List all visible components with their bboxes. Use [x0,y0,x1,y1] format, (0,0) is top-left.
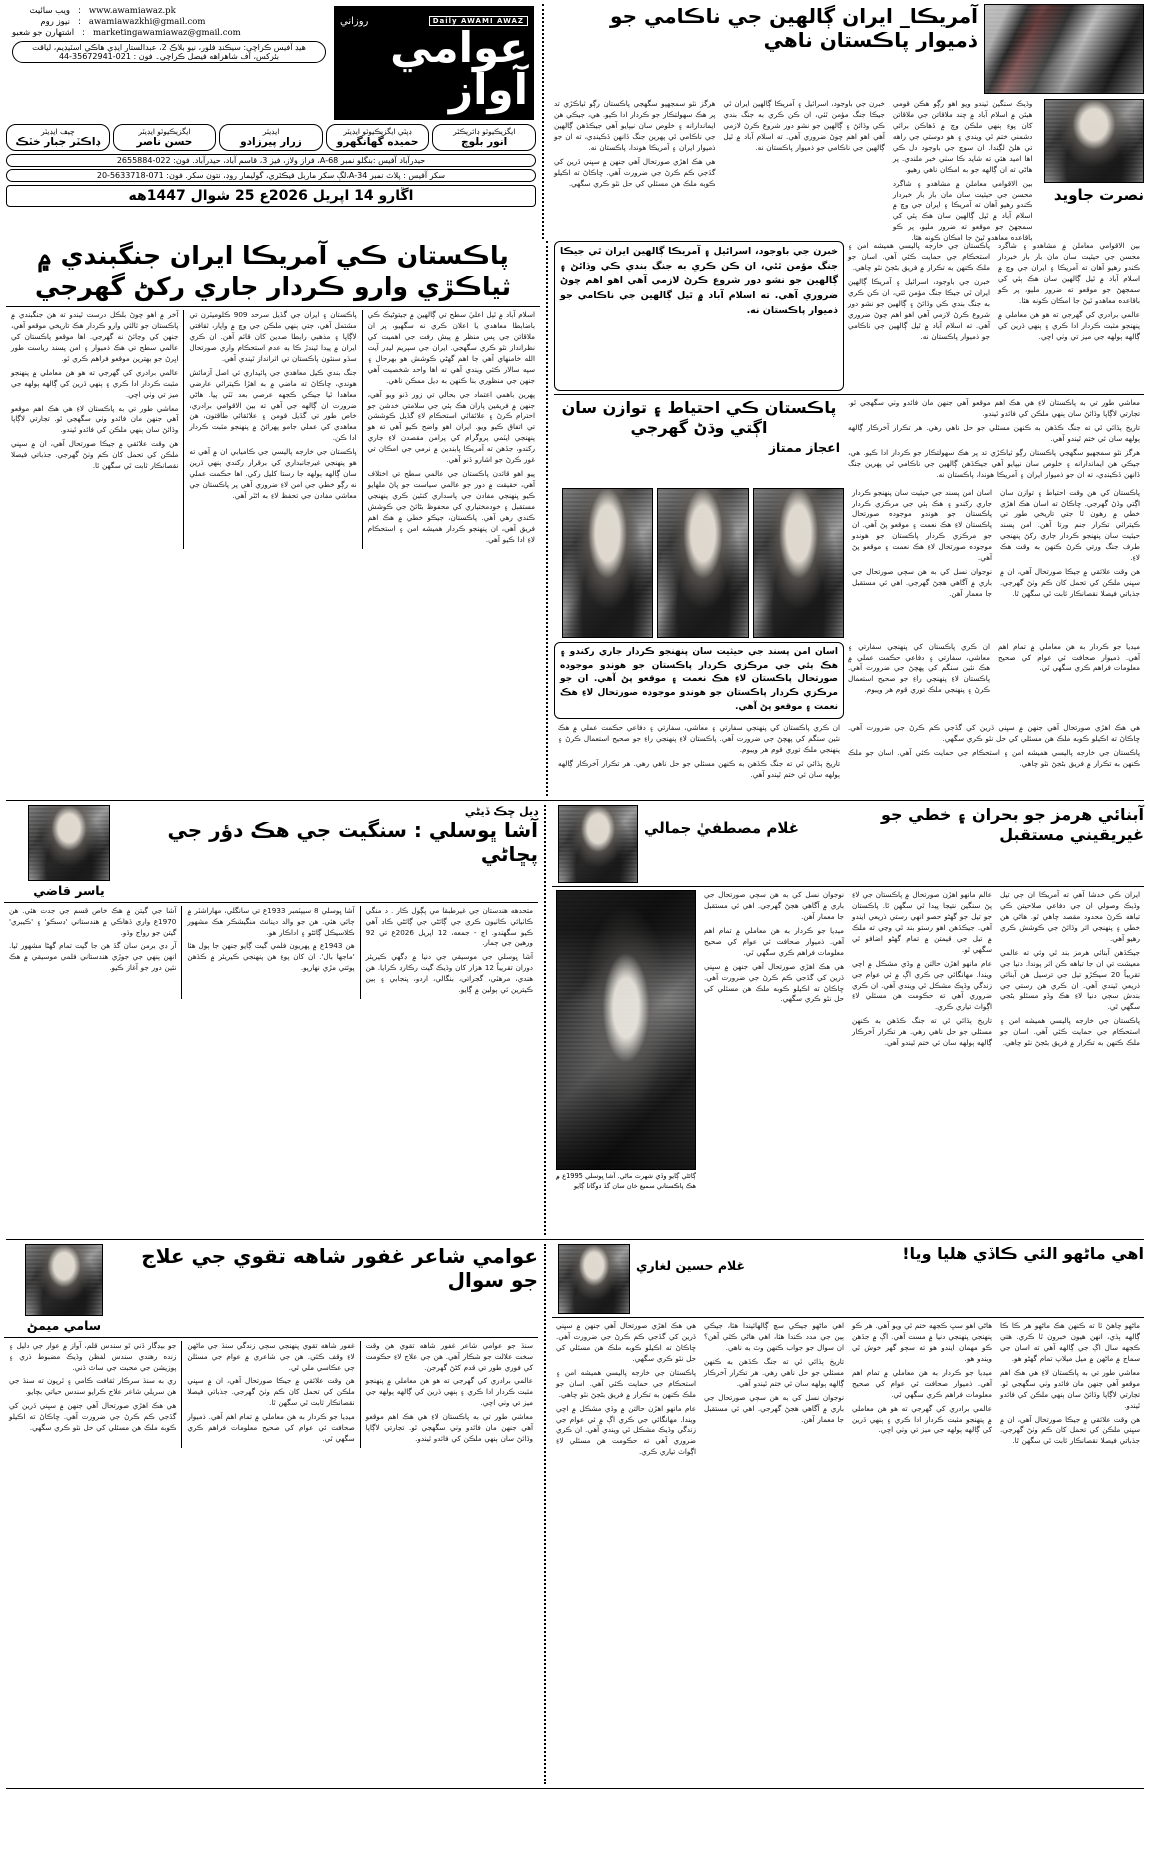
hormuz-headline: آبنائي هرمز جو بحران ۽ خطي جو غيريقيني مستقبل [881,805,1144,844]
hormuz-col-1: ايران ڪي خدشا آهي ته آمريڪا ان جي تيل وڌيڪ وصولي ان جي دفاعي صلاحيتن ڪي تباهه ڪرڻ محدود مقصد چاهي ٿو. هاڻي هن خطي ۽ پنهنجي اثر وڌائڻ جي ڪوشش ڪري رهيو آهي. جيڪڏهن آبنائي هرمز بند ٿي وئي ته عالمي معيشت تي ان جا تباهه ڪن اثر پوندا. دنيا جي تقريباً 20 سيڪڙو تيل جي ترسيل هن آبنائي ذريعي ٿيندي آهي. ان ڪري هن رستي جي بندش سڄي دنيا لاءِ هڪ وڏو مسئلو بڻجي سگهي ٿي. پاڪستان جي خارجه پاليسي هميشه امن ۽ استحڪام جي حمايت ڪئي آهي. اسان جو ملڪ ڪنهن به تڪرار ۾ فريق بڻجڻ نٿو چاهي. [1000,890,1140,1048]
top-left-photo [984,4,1144,94]
top-left-col-2: خبرن جي باوجود، اسرائيل ۽ آمريڪا ڳالهين ايران ٿي جيڪا جنگ مؤمن ٿئي، ان ڪن ڪري به جنگ بندي ڪي وڌائڻ ۽ ڳالهين جو نشو دور شروع ڪرڻ لازمي آهي اهو اهم چوڻ ضروري آهي. ته اسلام آباد ۾ ٿيل ڳالهين جي ناڪامي جو ذميوار پاڪستان نه. [723,99,885,152]
contact-website-label: ويب سائيٽ [29,6,70,16]
bottom-right-group [4,1244,544,1784]
lead-col-3: آخر ۾ اهو چوڻ بلڪل درست ٿيندو ته هن جنگبندي ۾ پاڪستان جو ثالثي وارو ڪردار هڪ تاريخي موقعو آهي، جنهن کي وڃائڻ نه گهرجي. اها موقعو پاڪستان کي عالمي سطح تي هڪ ذميوار ۽ امن پسند رياست طور اڀرڻ جو بهترين موقعو فراهم ڪري ٿو. عالمي برادري کي گهرجي ته هو هن معاملي ۾ پنهنجو مثبت ڪردار ادا ڪري ۽ ٻنهي ڌرين کي ڳالهه ٻولهه جي ميز تي وٺي اچي. معاشي طور تي به پاڪستان لاءِ هي هڪ اهم موقعو آهي جنهن مان فائدو وٺي سگهجي ٿو. تجارتي لاڳاپا وڌائڻ سان ٻنهي ملڪن کي فائدو ٿيندو. هن وقت علائقي ۾ جيڪا صورتحال آهي، ان ۾ سڀني ملڪن کي تحمل کان ڪم وٺڻ گهرجي. جذباتي فيصلا نقصانڪار ثابت ٿي سگهن ٿا. [11,310,179,471]
left-col-c2: اسان امن پسند جي حيثيت سان پنهنجو ڪردار جاري رکندو ۽ هڪ ٻئي جي مرڪزي ڪردار پاڪستان جو هوندو موجوده صورتحال پاڪستان لاءِ هڪ نعمت ۽ موقعو پڻ آهي. ان جو مرڪزي ڪردار پاڪستان جو هوندو موجوده صورتحال لاءِ هڪ نعمت ۽ موقعو پڻ آهي. نوجوان نسل کي به هن سڄي صورتحال جي باري ۾ آگاهي هجڻ گهرجي. اهي ئي مستقبل جا معمار آهن. [852,487,992,598]
top-left-headline: آمريڪا_ ايران ڳالهين جي ناڪامي جو ذميوار پاڪستان ناهي [610,4,978,53]
editor-chief: چيف ايڊيٽر ڊاڪٽر جبار خٽڪ [6,124,110,151]
left-col-b1: معاشي طور تي به پاڪستان لاءِ هي هڪ اهم موقعو آهي جنهن مان فائدو وٺي سگهجي ٿو. تجارتي لاڳاپا وڌائڻ سان ٻنهي ملڪن کي فائدو ٿيندو. تاريخ ٻڌائي ٿي ته جنگ ڪڏهن به ڪنهن مسئلي جو حل ناهي رهي. هر تڪرار آخرڪار ڳالهه ٻولهه سان ئي ختم ٿيندو آهي. هرگز نٿو سمجهيو سگهجي پاڪستان رڳو ثياڪڙي تد پر هڪ سهولتڪار جو ڪردار ادا ڪيو. هي، جيڪي هن ايماندارانه ۽ خلوص سان نيپايو آهي جيڪڏهن ڳالهين جي ناڪامي ٿي پهرين جنگ ڏانهن ڏڪينڊي، ته ان جو ذميوار ايران ۽ آمريڪا هوندا، پاڪستان نه. [848,398,1140,479]
left-col-e1: هي هڪ اهڙي صورتحال آهي جنهن ۾ سڀني ڌرين کي گڏجي ڪم ڪرڻ جي ضرورت آهي. ڇاڪاڻ ته اڪيلو ڪوبه ملڪ هن مسئلي کي حل نٿو ڪري سگهي. پاڪستان جي خارجه پاليسي هميشه امن ۽ استحڪام جي حمايت ڪئي آهي. اسان جو ملڪ ڪنهن به تڪرار ۾ فريق بڻجڻ نٿو چاهي. [848,723,1140,769]
bottom-left-author-wrap [554,1244,844,1314]
leader-photo-1 [753,488,844,638]
mid-left-headline-wrap [554,398,844,484]
entertainment-headline: آشا ڀوسلي : سنگيت جي هڪ دؤر جي پڇاڻي [167,818,538,867]
bottom-right-col-3: جو بيڊگار ڏني ٿو سندس قلم، آواز ۾ عوار جي دليل ۽ زنده رهندي سندس لفظن وڏيڪ مضبوط ذري ۽ پوزيشن جي محبت جي ساٿ ڏني. ري به سنڌ سرڪار ثقافت ڪامي ۽ ٿرپون ته سنڌ جي هن سريلي شاعر علاج ڪرايو سندس حياتي بچايو. هي هڪ اهڙي صورتحال آهي جنهن ۾ سڀني ڌرين کي گڏجي ڪم ڪرڻ جي ضرورت آهي. ڇاڪاڻ ته اڪيلو ڪوبه ملڪ هن مسئلي کي حل نٿو ڪري سگهي. [9,1340,177,1433]
hormuz-col-2: عالم مانهو اهڙن صورتحال ۾ پاڪستان جي لاءِ پڻ سنگين نتيجا پيدا ٿي سگهن ٿا. پاڪستان جو تيل جو گهڻو حصو انهي رستي ذريعي ايندو آهي. جيڪڏهن اهو رستو بند ٿي وڃي ته ملڪ ۾ تيل جي قيمتن ۾ تمام گهڻو اضافو ٿي سگهي ٿو. عام مانهو اهڙن حالتن ۾ وڏي مشڪل ۾ اچي ويندا. مهانگائي جي ڪري اڳ ۾ ئي عوام جي زندگي وڏيڪ مشڪل ٿي ويندي آهي. ان ڪري ضروري آهي ته حڪومت هن مسئلي لاءِ اڳواٽ تياري ڪري. تاريخ ٻڌائي ٿي ته جنگ ڪڏهن به ڪنهن مسئلي جو حل ناهي رهي. هر تڪرار آخرڪار ڳالهه ٻولهه سان ئي ختم ٿيندو آهي. [852,890,992,1048]
left-upper-group [548,241,1144,796]
bottom-right-headline: عوامي شاعر غفور شاهه تقوي جي علاج جو سوال [141,1244,538,1293]
entertainment-article [4,805,544,1235]
contact-marketing-value: marketingawamiawaz@gmail.com [93,28,241,38]
author-photo-laghari [558,1244,630,1314]
mid-left-headline: پاڪستان ڪي احتياط ۽ توازن سان اڳتي وڌڻ گهرجي [561,398,837,437]
author-photo-qazi [28,805,110,881]
logo[interactable] [334,6,534,120]
bottom-left-headline: اهي ماڻهو الئي ڪاڏي هليا ويا! [902,1244,1144,1263]
column-divider-3 [544,805,546,1235]
pullquote-box [554,241,844,391]
lead-story [6,241,546,796]
top-left-article [544,4,1144,243]
editor-editor: ايڊيٽر زرار پيرزادو [219,124,323,151]
contact-website-value: www.awamiawaz.pk [88,6,176,16]
top-left-author: نصرت جاويد [1053,186,1144,204]
hormuz-author-wrap [554,805,844,883]
column-divider-4 [544,1244,546,1784]
column-divider-2 [546,241,548,796]
bottom-left-group [546,1244,1144,1784]
office-karachi: هيڊ آفيس ڪراچي: سيڪنڊ فلور، نيو بلاڪ 2، عبدالستار ايڊي هاڪي اسٽيڊيم، لياقت بئركس، آف شاهراهه فيصل ڪراچي۔ فون : 021-35672941-44 [12,41,326,63]
left-col-a2: پاڪستان جي خارجه پاليسي هميشه امن ۽ استحڪام جي حمايت ڪئي آهي. اسان جو ملڪ ڪنهن به تڪرار ۾ فريق بڻجڻ نٿو چاهي. خبرن جي باوجود، اسرائيل ۽ آمريڪا ڳالهين ايران ٿي جيڪا جنگ مؤمن ٿئي، ان ڪن ڪري به جنگ بندي ڪي وڌائڻ ۽ ڳالهين جو نشو دور شروع ڪرڻ لازمي آهي اهو اهم چوڻ ضروري آهي. ته اسلام آباد ۾ ٿيل ڳالهين جي ناڪامي جو ذميوار پاڪستان نه. [848,241,990,341]
lead-headline-line1: پاڪستان ڪي آمريڪا ايران جنگبندي ۾ [37,241,509,270]
mid-left-pullquote-box [554,642,844,720]
logo-badge: Daily AWAMI AWAZ [429,16,528,26]
masthead [6,4,542,239]
contact-marketing-label: اشتهارن جو شعبو [12,28,75,38]
left-col-e2: ان ڪري پاڪستان کي پنهنجي سفارتي ۽ معاشي، سفارتي ۽ دفاعي حڪمت عملي ۾ هڪ نئين سنگم کي پهچڻ جي ضرورت آهي. پاڪستان لاءِ پنهنجي راءِ جو صحيح استعمال ڪرڻ ۽ پنهنجي ملڪ توري قوم هر ويبوم. تاريخ ٻڌائي ٿي ته جنگ ڪڏهن به ڪنهن مسئلي جو حل ناهي رهي. هر تڪرار آخرڪار ڳالهه ٻولهه سان ئي ختم ٿيندو آهي. [558,723,840,779]
editor-executive: ايگزيڪيوٽو ايڊيٽر حسن ناصر [113,124,217,151]
author-photo-jamali [558,805,638,883]
left-col-d2: ان ڪري پاڪستان کي پنهنجي سفارتي ۽ معاشي، سفارتي ۽ دفاعي حڪمت عملي ۾ هڪ نئين سنگم کي پهچڻ جي ضرورت آهي. پاڪستان لاءِ پنهنجي راءِ جو صحيح استعمال ڪرڻ ۽ پنهنجي ملڪ توري قوم هر ويبوم. [848,641,990,695]
bottom-left-col-3: اهي ماڻهو جيڪي سچ ڳالهائيندا هئا، جيڪي ٻين جي مدد ڪندا هئا، اهي هاڻي ڪٿي آهن؟ ان سوال جو جواب ڪنهن وٽ به ناهي. تاريخ ٻڌائي ٿي ته جنگ ڪڏهن به ڪنهن مسئلي جو حل ناهي رهي. هر تڪرار آخرڪار ڳالهه ٻولهه سان ئي ختم ٿيندو آهي. نوجوان نسل کي به هن سڄي صورتحال جي باري ۾ آگاهي هجڻ گهرجي. اهي ئي مستقبل جا معمار آهن. [704,1321,844,1424]
editor-executive-director: ايگزيڪيوٽو ڊائريڪٽر انور بلوچ [432,124,536,151]
top-left-col-3: هرگز نٿو سمجهيو سگهجي پاڪستان رڳو ثياڪڙي تد پر هڪ سهولتڪار جو ڪردار ادا ڪيو. هي، جيڪي هن ايماندارانه ۽ خلوص سان نيپايو آهي جيڪڏهن ڳالهين جي ناڪامي ٿي پهرين جنگ ڏانهن ڏڪينڊي، ته ان جو ذميوار ايران ۽ آمريڪا هوندا، پاڪستان نه. هي هڪ اهڙي صورتحال آهي جنهن ۾ سڀني ڌرين کي گڏجي ڪم ڪرڻ جي ضرورت آهي. ڇاڪاڻ ته اڪيلو ڪوبه ملڪ هن مسئلي کي حل نٿو ڪري سگهي. [553,99,716,188]
singer-photo-caption: ڳائڻي ڳايو وڏي شهرت ماڻي. آشا ڀوسلي 1995ع ۾ هڪ پاڪستاني سميع خان سان گڏ دوگانا ڳايو [556,1172,696,1190]
entertainment-col-1: متحدهه هندستان جي غيرطبقا مي پڳول ڪار . د منگي ڪاٺيائي ڪاٺيون ڪري جي ڳائڻي جي ڳائڻي ڪاڊ آهي ڪيو سگهندو. اڄ - جمعه، 12 اپريل 2026ع تي 92 ورهين جي ڄمار. آشا ڀوسلي جي موسيقي جي دنيا ۾ ڊگهي ڪيريئر دوران تقريباً 12 هزار کان وڌيڪ گيت رڪارڊ ڪرايا. هن هندي، مرهٽي، گجراتي، بنگالي، اردو، پنجابي ۽ ٻين ڪيترين ئي ٻولين ۾ ڳايو. [365,905,533,995]
leaders-photo-group [558,488,848,638]
contact-website: www.awamiawaz.pk : ويب سائيٽ [12,6,326,16]
entertainment-col-2: آشا ڀوسلي 8 سيپٽمبر 1933ع تي سانگلي، مهاراشٽر ۾ ڄائي هئي. هن جو والد دينانٿ منگيشڪر هڪ مشهور ڪلاسيڪل ڳائڻو ۽ اداڪار هو. هن 1943ع ۾ پهريون فلمي گيت ڳايو جنهن جا ٻول هئا 'ماجها بال'. ان کان پوءِ هن پنهنجي ڪيريئر ۾ ڪڏهن پوئتي مڙي نهاريو. [187,905,355,973]
bottom-left-col-1: ماڻهو چاهڻ ٿا ته ڪنهن هڪ ماڻهو هر ڪا ڪا ڳالهه ٻڌي، انهن هيون خبرون ٿا ڪري. هتي ڪجهه سال اڳ جي ڳالهه آهي ته اسان جي سماج ۾ ماڻهن ۾ ميل ميلاپ تمام گهڻو هو. معاشي طور تي به پاڪستان لاءِ هي هڪ اهم موقعو آهي جنهن مان فائدو وٺي سگهجي ٿو. تجارتي لاڳاپا وڌائڻ سان ٻنهي ملڪن کي فائدو ٿيندو. هن وقت علائقي ۾ جيڪا صورتحال آهي، ان ۾ سڀني ملڪن کي تحمل کان ڪم وٺڻ گهرجي. جذباتي فيصلا نقصانڪار ثابت ٿي سگهن ٿا. [1000,1321,1140,1446]
editors-row [6,124,536,151]
entertainment-col-3: آشا جي گيتن ۾ هڪ خاص قسم جي جدت هئي. هن 1970ع واري ڏهاڪي ۾ هندستاني 'ڊسڪو' ۽ 'ڪيبري' گيتن جو رواج وڌو. آر ڊي برمن سان گڏ هن جا گيت تمام گهڻا مشهور ٿيا. انهن ٻنهي جي جوڙي هندستاني فلمي موسيقي ۾ هڪ نئين دور جو آغاز ڪيو. [9,905,177,973]
lead-col-1: اسلام آباد ۾ ٿيل اعليٰ سطح تي ڳالهين ۾ جيتوڻيڪ ڪي باضابطا معاهدي يا اعلان ڪري نه سگهيو، پر ان ملاقاتن جي پس منظر ۾ پيش رفت جي اهميت کي نظرانداز نٿو ڪري سگهجي. ايران جي سپريم ليڊر آيت الله خامنهاي آهي جا اهم گهڻي ڪوشش هو بهرحال ۽ سپه سالار ڪئي ويندي آهي ته اها واحد شخصيت آهي جنهن جي منظوري بنا ڪنهن به ڊيل ممڪن ناهي. پهرين باهمي اعتماد جي بحالي تي زور ڏنو ويو آهي، جنهن ۾ فريقين پاران هڪ ٻئي جي سلامتي خدشن جو احترام ڪرڻ ۽ علائقائي استحڪام لاءِ گڏيل ڪوششن تي اتفاق ڪيو ويو. ايران اهو واضح ڪيو آهي ته هو پنهنجي ايٽمي پروگرام کي پرامن مقصدن لاءِ جاري رکندو، جڏهن ته آمريڪا پابندين ۾ نرمي جي امڪان تي غور ڪرڻ جو اشارو ڏنو آهي. پيو اهو قائدن پاڪستان جي عالمي سطح تي اختلاف آهي، حقيقت ۾ دور جو عالمي سياست جو پاڻ ملهايو ڪيو پنهنجي مفادن جي پاسداري کنئين ڪري پنهنجي مستقبل ۽ خودمختياري کي محفوظ بڻائڻ جي ڪوشش ڪندي رهي آهي. پاڪستان، جيڪو خطي ۾ هڪ اهم فريق آهي، ان پنهنجو ڪردار هميشه امن ۽ استحڪام لاءِ ادا ڪيو آهي. [367,310,535,544]
contact-newsroom-label: نيوز روم [40,17,70,27]
dateline: اڱارو 14 اپريل 2026ع 25 شوال 1447هه [6,185,536,207]
lead-col-2: پاڪستان ۽ ايران جي گڏيل سرحد 909 ڪلوميٽرن تي مشتمل آهي، جتي ٻنهي ملڪن جي وچ ۾ واپار، ثقافتي لاڳاپا ۽ مذهبي رابطا صدين کان قائم آهن. ان ڪري ايران ۾ پيدا ٿيندڙ ڪا به عدم استحڪام واري صورتحال سڌو سنئون پاڪستان تي اثرانداز ٿيندي آهي. جنگ بندي ڪيل معاهدي جي پائيداري ئي اصل آزمائش هوندي، ڇاڪاڻ ته ماضي ۾ به اهڙا ڪيترائي عارضي معاهدا ٿيا جيڪي ڪجهه عرصي بعد ٽٽي پيا. هاڻي ضرورت ان ڳالهه جي آهي ته بين الاقوامي برادري، خاص طور تي گڏيل قومن ۽ علائقائي طاقتون، هن معاهدي کي عملي جامو پهرائڻ ۾ پنهنجو مثبت ڪردار ادا ڪن. پاڪستان جي خارجه پاليسي جي ڪاميابي ان ۾ آهي ته هو پنهنجي غيرجانبداري کي برقرار رکندي ٻنهي ڌرين سان ڳالهه ٻولهه جا رستا کليل رکي. اها حڪمت عملي نه رڳو خطي جي امن لاءِ ضروري آهي پر پاڪستان جي معاشي مفادن جي تحفظ لاءِ به اڻٽر آهي. [189,310,357,500]
leader-photo-2 [657,488,748,638]
leader-photo-3 [562,488,653,638]
top-left-col-1: وڌيڪ سنگين ٽيندو ويو اهو رڳو هڪن قومي هيئن ۾ اسلام آباد ۾ چند ملاقاتن جي ملاقاتن کان پوءِ ٻنهي ملڪن وچ ۾ ڏهاڪن برائي دشمني ختم ٿي ويندي ۽ هو دوستي جي راهه تي هلڻ لڳندا. ان سوچ جي باوجود دل ڪي اها اميد هئي ته شايد ڪا سٺي خبر ملندي. پر هاڻي ته ان ڳالهه جو به امڪان ناهي رهيو. بين الاقوامي معاملن ۾ مشاهدو ۽ شاگرد محسن جي حيثيت سان مان بار بار خبردار ڪندو رهيو آهان ته آمريڪا ۽ ايران جي وچ ۾ اسلام آباد ۾ ٿيل ڳالهين سان هڪ ٻئي کي سمجهڻ جو موقعو ته ضرور مليو، پر ڪو باقاعده معاهدو ٿيڻ جا امڪان ڪونه هئا. [892,99,1033,243]
left-col-c1: پاڪستان کي هن وقت احتياط ۽ توازن سان اڳتي وڌڻ گهرجي. ڇاڪاڻ ته اسان هڪ اهڙي خطي ۾ رهون ٿا جتي تاريخي طور تي ڪيترائي تڪرار جنم ورتا آهن. امن پسند حيثيت سان پنهنجو ڪردار جاري رکڻ پنهنجي طرف جنگ ورتي ڪرڻ ڪنهن به وقت هڪ لاءِ. هن وقت علائقي ۾ جيڪا صورتحال آهي، ان ۾ سڀني ملڪن کي تحمل کان ڪم وٺڻ گهرجي. جذباتي فيصلا نقصانڪار ثابت ٿي سگهن ٿا. [1000,487,1140,598]
bottom-right-col-2: غفور شاهه تقوي پنهنجي سڄي زندگي سنڌ جي ماڻهن لاءِ وقف ڪئي. هن جي شاعري ۾ عوام جي مسئلن جي عڪاسي ملي ٿي. هن وقت علائقي ۾ جيڪا صورتحال آهي، ان ۾ سڀني ملڪن کي تحمل کان ڪم وٺڻ گهرجي. جذباتي فيصلا نقصانڪار ثابت ٿي سگهن ٿا. ميڊيا جو ڪردار به هن معاملي ۾ تمام اهم آهي. ذميوار صحافت ئي عوام کي صحيح معلومات فراهم ڪري سگهي ٿي. [187,1340,355,1444]
bottom-right-author: سامي ميمڻ [26,1318,102,1333]
bottom-right-col-1: سنڌ جو عوامي شاعر غفور شاهه تقوي هن وقت سخت علالت جو شڪار آهي. هن جي علاج لاءِ حڪومت کي فوري طور تي قدم کڻڻ گهرجن. عالمي برادري کي گهرجي ته هو هن معاملي ۾ پنهنجو مثبت ڪردار ادا ڪري ۽ ٻنهي ڌرين کي ڳالهه ٻولهه جي ميز تي وٺي اچي. معاشي طور تي به پاڪستان لاءِ هي هڪ اهم موقعو آهي جنهن مان فائدو وٺي سگهجي ٿو. تجارتي لاڳاپا وڌائڻ سان ٻنهي ملڪن کي فائدو ٿيندو. [365,1340,533,1444]
column-divider [542,4,544,239]
bottom-left-col-2: هاڻي اهو سڀ ڪجهه ختم ٿي ويو آهي. هر ڪو پنهنجي پنهنجي دنيا ۾ مست آهي. اڳ ۾ جڏهن ڪو مهمان ايندو هو ته سڄو گهر خوش ٿي ويندو هو. ميڊيا جو ڪردار به هن معاملي ۾ تمام اهم آهي. ذميوار صحافت ئي عوام کي صحيح معلومات فراهم ڪري سگهي ٿي. عالمي برادري کي گهرجي ته هو هن معاملي ۾ پنهنجو مثبت ڪردار ادا ڪري ۽ ٻنهي ڌرين کي ڳالهه ٻولهه جي ميز تي وٺي اچي. [851,1321,992,1435]
editor-deputy-executive: ڊپٽي ايگزيڪيوٽو ايڊيٽر حميده گهانگهرو [326,124,430,151]
contact-newsroom: awamiawazkhi@gmail.com : نيوز روم [12,17,326,27]
contact-newsroom-value: awamiawazkhi@gmail.com [88,17,206,27]
entertainment-kicker: ڊيل ڇڪ ڏيڻي [464,805,538,818]
author-photo-nusrat [1044,99,1144,183]
bottom-left-col-4: هي هڪ اهڙي صورتحال آهي جنهن ۾ سڀني ڌرين کي گڏجي ڪم ڪرڻ جي ضرورت آهي. ڇاڪاڻ ته اڪيلو ڪوبه ملڪ هن مسئلي کي حل نٿو ڪري سگهي. پاڪستان جي خارجه پاليسي هميشه امن ۽ استحڪام جي حمايت ڪئي آهي. اسان جو ملڪ ڪنهن به تڪرار ۾ فريق بڻجڻ نٿو چاهي. عام مانهو اهڙن حالتن ۾ وڏي مشڪل ۾ اچي ويندا. مهانگائي جي ڪري اڳ ۾ ئي عوام جي زندگي وڏيڪ مشڪل ٿي ويندي آهي. ان ڪري ضروري آهي ته حڪومت هن مسئلي لاءِ اڳواٽ تياري ڪري. [556,1321,696,1457]
left-col-d1: ميڊيا جو ڪردار به هن معاملي ۾ تمام اهم آهي. ذميوار صحافت ئي عوام کي صحيح معلومات فراهم ڪري سگهي ٿي. [998,641,1140,673]
hormuz-col-3: نوجوان نسل کي به هن سڄي صورتحال جي باري ۾ آگاهي هجڻ گهرجي. اهي ئي مستقبل جا معمار آهن. ميڊيا جو ڪردار به هن معاملي ۾ تمام اهم آهي. ذميوار صحافت ئي عوام کي صحيح معلومات فراهم ڪري سگهي ٿي. هي هڪ اهڙي صورتحال آهي جنهن ۾ سڀني ڌرين کي گڏجي ڪم ڪرڻ جي ضرورت آهي. ڇاڪاڻ ته اڪيلو ڪوبه ملڪ هن مسئلي کي حل نٿو ڪري سگهي. [704,890,844,1004]
logo-sub: روزاني [340,15,369,27]
mid-left-author: اعجاز ممتاز [768,440,840,456]
office-hyderabad: حيدرآباد آفيس :بنگلو نمبر A-68، فراز ولاز، فيز 3، قاسم آباد، حيدرآباد. فون: 022-2655884 [6,154,536,167]
mid-left-pullquote: اسان امن پسند جي حيثيت سان پنهنجو ڪردار جاري رکندو ۽ هڪ ٻئي جي مرڪزي ڪردار پاڪستان جو هوندو موجوده صورتحال پاڪستان لاءِ هڪ نعمت ۽ موقعو پڻ آهي. ان جو مرڪزي ڪردار پاڪستان جو هوندو موجوده صورتحال لاءِ هڪ نعمت ۽ موقعو پڻ آهي. [560,646,838,713]
bottom-left-author: غلام حسين لغاري [636,1258,746,1273]
top-left-author-col [1036,99,1144,247]
pullquote-text: خبرن جي باوجود، اسرائيل ۽ آمريڪا ڳالهين ايران ٿي جيڪا جنگ مؤمن ٿئي، ان ڪن ڪري به جنگ بندي ڪي وڌائڻ ۽ ڳالهين جو نشو دور شروع ڪرڻ لازمي آهي اهو اهم چوڻ ضروري آهي. ته اسلام آباد ۾ ٿيل ڳالهين جي ناڪامي جو ذميوار پاڪستان نه. [560,246,838,316]
singer-stage-photo [556,890,696,1170]
lead-headline-line2: ثياڪڙي وارو ڪردار جاري رکڻ گهرجي [34,271,512,301]
contact-marketing: marketingawamiawaz@gmail.com : اشتهارن جو شعبو [12,28,241,38]
left-col-a1: بين الاقوامي معاملن ۾ مشاهدو ۽ شاگرد محسن جي حيثيت سان مان بار بار خبردار ڪندو رهيو آهان ته آمريڪا ۽ ايران جي وچ ۾ اسلام آباد ۾ ٿيل ڳالهين سان هڪ ٻئي کي سمجهڻ جو موقعو ته ضرور مليو، پر ڪو باقاعده معاهدو ٿيڻ جا امڪان ڪونه هئا. عالمي برادري کي گهرجي ته هو هن معاملي ۾ پنهنجو مثبت ڪردار ادا ڪري ۽ ٻنهي ڌرين کي ڳالهه ٻولهه جي ميز تي وٺي اچي. [998,241,1140,341]
stage-photo-wrap [552,890,700,1191]
author-photo-memon [25,1244,103,1316]
entertainment-author: ياسر قاضي [33,883,105,898]
logo-title: عوامي آواز [390,22,528,114]
hormuz-author: غلام مصطفيٰ جمالي [644,819,800,837]
office-sukkur: سکر آفيس : پلاٽ نمبر A-34،لڳ سکر ماربل فيڪٽري، گوليمار روڊ، نتون سکر. فون: 071-5633718-20 [6,169,536,182]
hormuz-article [546,805,1144,1235]
